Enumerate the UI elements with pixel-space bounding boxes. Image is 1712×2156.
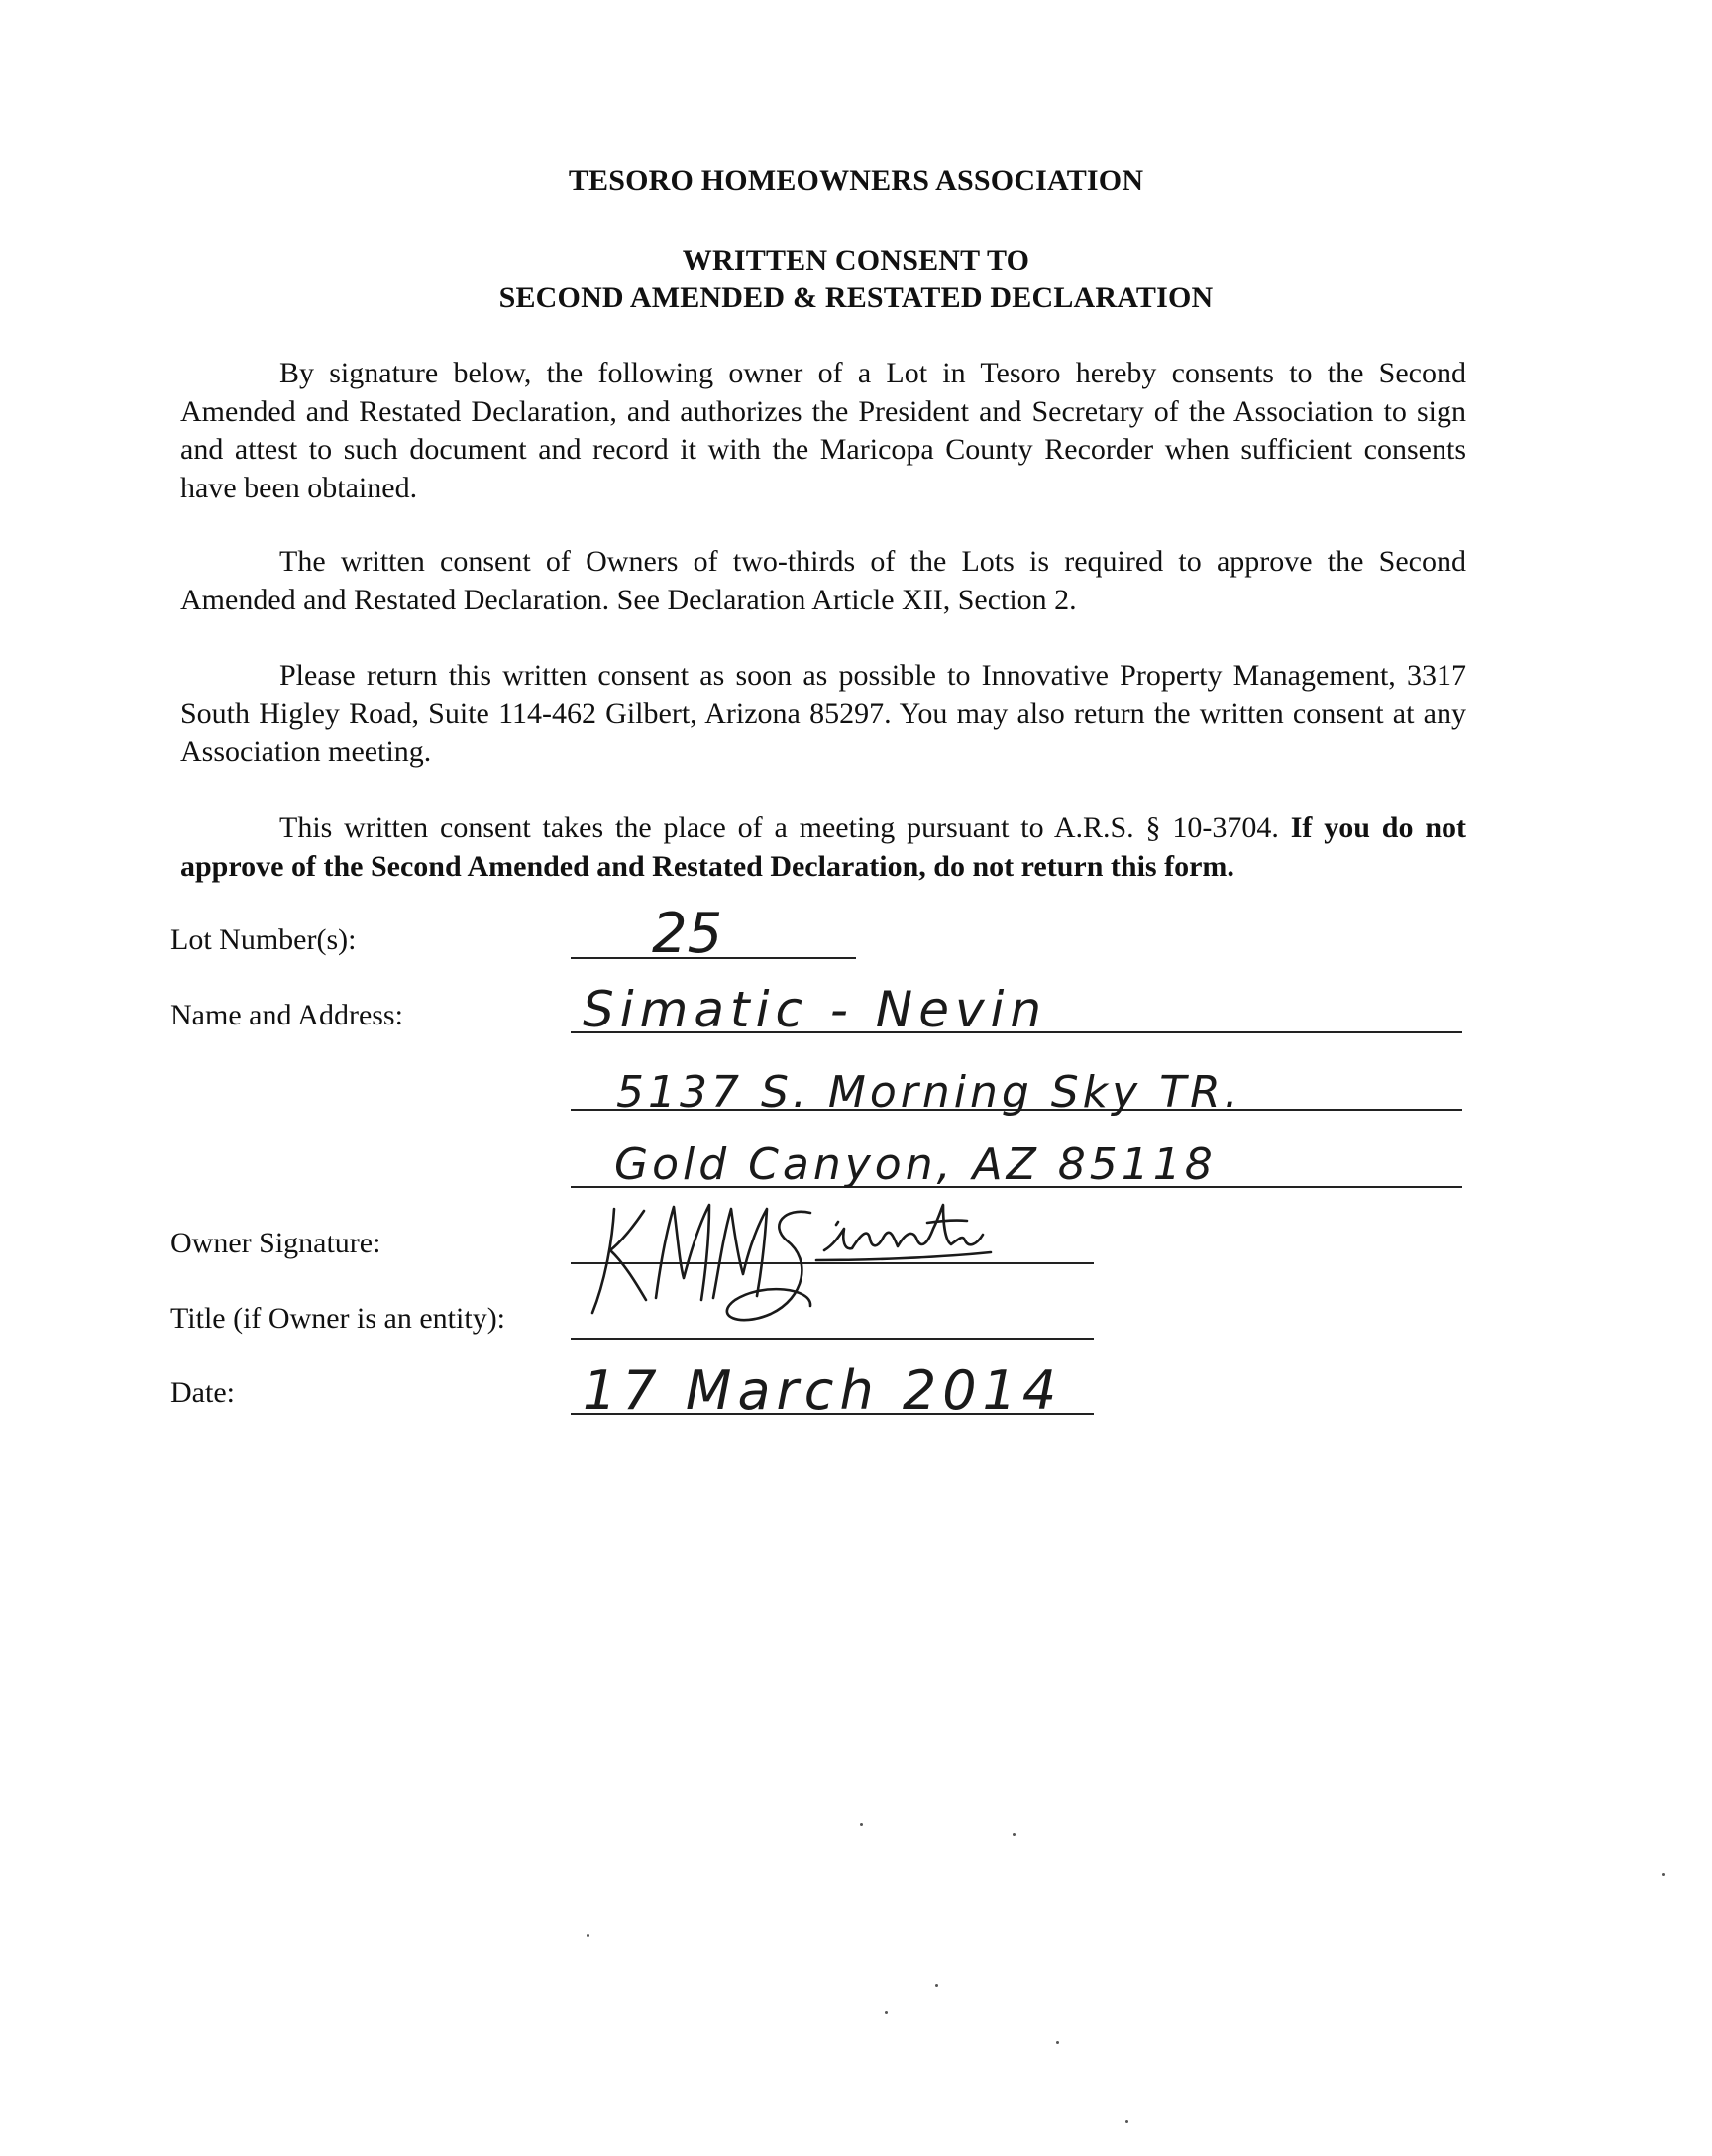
meeting-notice-warning: If you do not approve of the Second Amended and Restated Declaration, do not return this form. bbox=[180, 811, 1466, 883]
address-city-value: Gold Canyon, AZ 85118 bbox=[614, 1139, 1217, 1190]
owner-signature-label: Owner Signature: bbox=[170, 1227, 381, 1259]
owner-signature-image bbox=[575, 1189, 1090, 1338]
address-street-value: 5137 S. Morning Sky TR. bbox=[616, 1067, 1242, 1118]
meeting-notice-text: This written consent takes the place of a meeting pursuant to A.R.S. § 10-3704. bbox=[279, 811, 1291, 844]
date-value: 17 March 2014 bbox=[583, 1359, 1063, 1422]
association-title: TESORO HOMEOWNERS ASSOCIATION bbox=[568, 164, 1144, 197]
scan-speck bbox=[1013, 1833, 1016, 1836]
scan-speck bbox=[860, 1823, 863, 1826]
owner-title-label: Title (if Owner is an entity): bbox=[170, 1302, 506, 1335]
paragraph-approval-requirement: The written consent of Owners of two-thirds of the Lots is required to approve the Second Amended and Restated Declaration. See Declaration Article XII, Section 2. bbox=[180, 545, 1466, 616]
paragraph-return-instructions: Please return this written consent as soon as possible to Innovative Property Management, 3317 South Higley Road, Suite 114-462 Gilbert, Arizona 85297. You may also return the written consent at any Association meeting. bbox=[180, 659, 1466, 768]
date-label: Date: bbox=[170, 1376, 235, 1409]
scan-speck bbox=[1125, 2120, 1128, 2123]
name-address-label: Name and Address: bbox=[170, 999, 403, 1031]
scan-speck bbox=[885, 2011, 888, 2014]
lot-number-label: Lot Number(s): bbox=[170, 923, 357, 956]
consent-title-line1: WRITTEN CONSENT TO bbox=[682, 244, 1030, 276]
paragraph-meeting-notice bbox=[180, 809, 1466, 886]
scan-speck bbox=[587, 1934, 589, 1937]
consent-title-line2: SECOND AMENDED & RESTATED DECLARATION bbox=[498, 281, 1214, 314]
lot-number-value: 25 bbox=[652, 902, 723, 966]
scan-speck bbox=[1056, 2041, 1059, 2044]
scan-speck bbox=[935, 1984, 938, 1987]
owner-name-value: Simatic - Nevin bbox=[583, 981, 1048, 1038]
paragraph-consent-authorization: By signature below, the following owner of a Lot in Tesoro hereby consents to the Second Amended and Restated Declaration, and authorizes the President and Secretary of the Association to sign and attest to such document and record it with the Maricopa County Recorder when sufficient consents have been obtained. bbox=[180, 357, 1466, 504]
scan-speck bbox=[1662, 1873, 1665, 1876]
title-line bbox=[571, 1338, 1094, 1340]
